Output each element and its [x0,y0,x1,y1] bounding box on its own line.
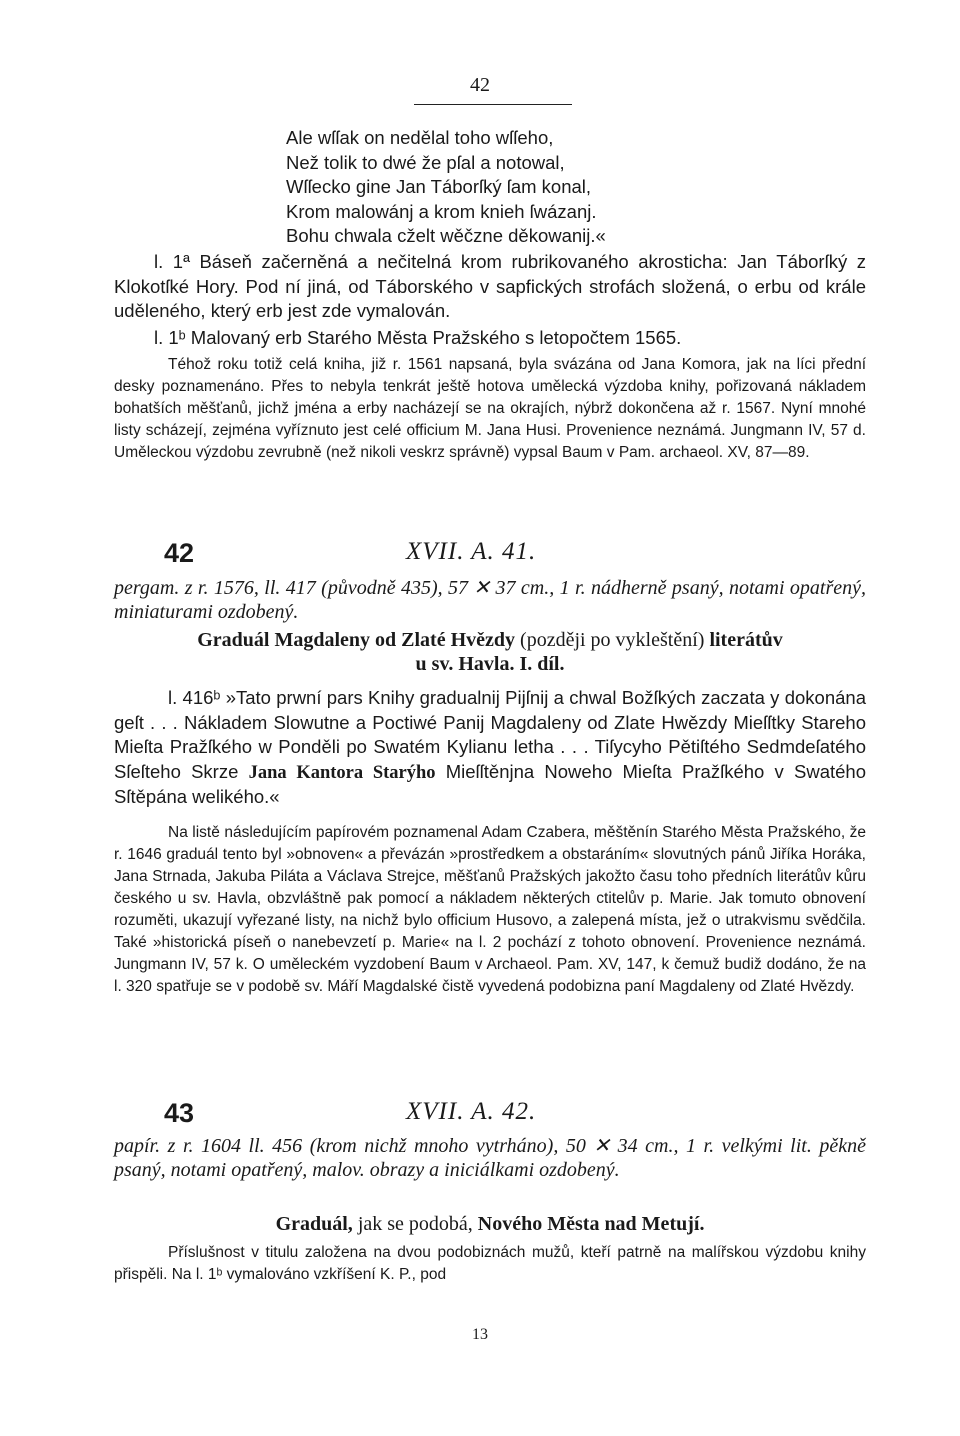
note-leaf-1b: l. 1ᵇ Malovaný erb Starého Města Pražského s letopočtem 1565. [154,327,682,348]
shelf-mark: XVII. A. 42. [406,1098,537,1125]
title-normal: jak se podobá, [357,1213,473,1235]
entry-43-heading [114,1098,866,1132]
title-bold: Graduál, [275,1213,353,1235]
acrostic-poem [286,126,606,249]
poem-line: Wſſecko gine Jan Táborſký ſam konal, [286,176,592,197]
poem-line: Ale wſſak on nedělal toho wſſeho, [286,127,554,148]
quote-text: l. 416ᵇ »Tato prwní pars Knihy gradualnij Pijſnij a chwal Božſkých zaczata y dokonána geſt . . . Nákladem Slowutne a Poctiwé Panij Magdaleny od Zlate Hwězdy Mieſſtky Stareho Mieſta Pražſkého w Ponděli po Swatém Kylianu letha . . . Tiſycyho Pětiſtého Sedmdeſatého Sſeſteho Skrze [114,687,866,782]
entry-number: 42 [164,538,195,568]
note-leaf-1a: l. 1ª Báseň začerněná a nečitelná krom rubrikovaného akrosticha: Jan Táborſký z Klokotſké Hory. Pod ní jiná, od Táborského v sapfických strofách složená, o erbu od krále uděleného, který erb jest zde vymalován. [114,251,866,321]
prev-entry-paragraph: Téhož roku totiž celá kniha, již r. 1561 napsaná, byla svázána od Jana Komora, jak na líci přední desky poznamenáno. Přes to nebyla tenkrát ještě hotova umělecká výzdoba knihy, pořizovaná nákladem bohatších měšťanů, jichž jména a erby nacházejí se na okrajích, nýbrž dokončena až r. 1567. Nyní mnohé listy scházejí, zejména vyříznuto jest celé officium M. Jana Husi. Provenience neznámá. Jungmann IV, 57 d. Uměleckou výzdobu zevrubně (než nikoli veskrz správně) vypsal Baum v Pam. archaeol. XV, 87—89. [114,356,866,461]
poem-line: Krom malowánj a krom knieh ſwázanj. [286,200,597,222]
poem-line: Než tolik to dwé že pſal a notowal, [286,151,565,173]
entry-43-description: papír. z r. 1604 ll. 456 (krom nichž mnoho vytrháno), 50 ✕ 34 cm., 1 r. velkými lit. pěkně psaný, notami opatřený, malov. obrazy a iniciálkami ozdobený. [114,1135,866,1181]
title-bold: Nového Města nad Metují. [477,1213,705,1235]
quote-text: Mieſſtěnjna Noweho Mieſta Pražſkého v Swatého Sſtěpána welikého.« [114,760,866,807]
title-parenthetical: (později po vykleštění) [520,629,705,651]
title-bold: Graduál Magdaleny od Zlaté Hvězdy [197,629,516,651]
poem-line: Bohu chwala cželt wěčzne děkowanij.« [286,225,606,246]
entry-43-title [114,1212,866,1236]
entry-42-title [114,628,866,676]
entry-42-heading [114,538,866,572]
title-bold: literátův [709,629,783,651]
entry-number: 43 [164,1098,195,1128]
entry-42-description: pergam. z r. 1576, ll. 417 (původně 435), 57 ✕ 37 cm., 1 r. nádherně psaný, notami opatřený, miniaturami ozdobený. [114,577,866,623]
entry-42-paragraph: Na listě následujícím papírovém poznamenal Adam Czabera, měštěnín Starého Města Pražského, že r. 1646 graduál tento byl »obnoven« a převázán »prostředkem a obstaráním« slovutných pánů Jiříka Horáka, Jana Strnada, Jakuba Piláta a Václava Strejce, měšťanů Pražských jakožto času toho předních literátův kůru českého u sv. Havla, obzvláštně pak pomocí a nákladem některých ctitelův p. Marie. Jak tomuto obnovení rozuměti, ukazují vyřezané listy, na nichž bylo officium Husovo, a zalepená místa, jež o utrakvismu svědčila. Také »historická píseň o nanebevzetí p. Marie« na l. 2 pochází z tohoto obnovení. Provenience neznámá. Jungmann IV, 57 k. O uměleckém vyzdobení Baum v Archaeol. Pam. XV, 147, k čemuž budiž dodáno, že na l. 320 spatřuje se v podobě sv. Máří Magdalské čistě vyvedená podobizna paní Magdaleny od Zlaté Hvězdy. [114,824,866,995]
shelf-mark: XVII. A. 41. [406,538,537,565]
entry-42-quotation [114,686,866,809]
quote-bold-name: Jana Kantora Starýho [248,762,436,783]
title-line-2: u sv. Havla. I. díl. [415,653,565,675]
header-rule [414,104,572,105]
signature-mark: 13 [472,1326,488,1343]
page-number: 42 [470,74,490,96]
entry-43-paragraph: Příslušnost v titulu založena na dvou podobiznách mužů, kteří patrně na malířskou výzdobu knihy přispěli. Na l. 1ᵇ vymalováno vzkříšení K. P., pod [114,1244,866,1283]
